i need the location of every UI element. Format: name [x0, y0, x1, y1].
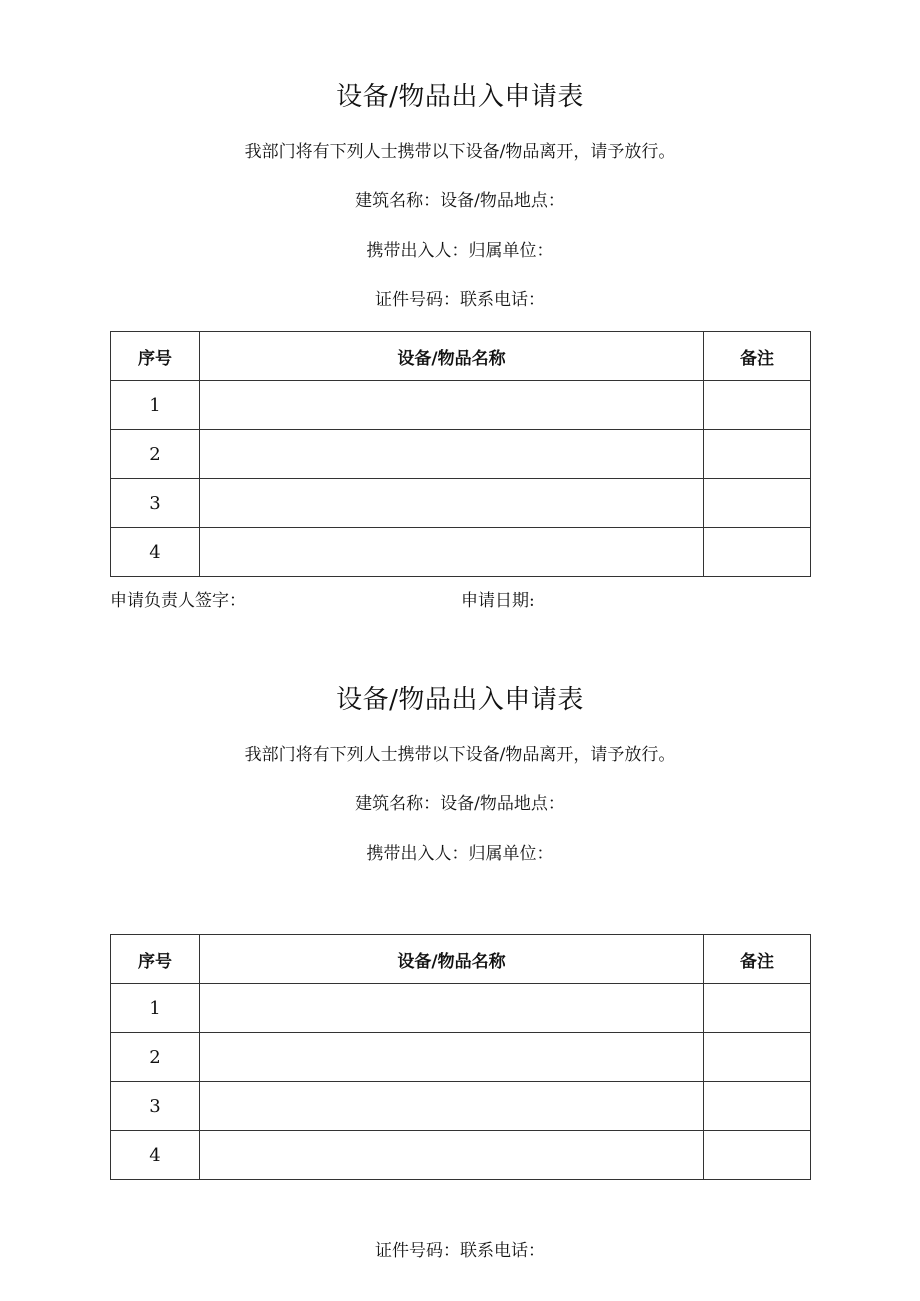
table-row: [111, 1033, 811, 1082]
row-serial: 2: [111, 1033, 200, 1082]
row-item-name-cell[interactable]: [200, 528, 704, 577]
row-serial: 3: [111, 479, 200, 528]
row-remark-cell[interactable]: [704, 1033, 811, 1082]
form1-carrier-line: 携带出入人：归属单位：: [366, 241, 554, 261]
form2-id-line: 证件号码：联系电话：: [375, 1241, 545, 1261]
header-item-name: 设备/物品名称: [200, 332, 704, 381]
header-serial: 序号: [111, 332, 200, 381]
table-row: [111, 1082, 811, 1131]
row-item-name-cell[interactable]: [200, 1033, 704, 1082]
row-remark-cell[interactable]: [704, 984, 811, 1033]
header-item-name: 设备/物品名称: [200, 935, 704, 984]
table-header-row: [111, 332, 811, 381]
table-row: [111, 1131, 811, 1180]
row-item-name-cell[interactable]: [200, 1082, 704, 1131]
table-row: [111, 430, 811, 479]
form2-carrier-line: 携带出入人：归属单位：: [366, 844, 554, 864]
row-remark-cell[interactable]: [704, 1082, 811, 1131]
form1-items-table: [110, 331, 811, 577]
form1-title: 设备/物品出入申请表: [336, 82, 584, 112]
table-row: [111, 528, 811, 577]
row-remark-cell[interactable]: [704, 430, 811, 479]
form2-building-line: 建筑名称：设备/物品地点：: [355, 794, 565, 814]
form1-signature-label: 申请负责人签字：: [110, 591, 246, 611]
row-item-name-cell[interactable]: [200, 479, 704, 528]
row-remark-cell[interactable]: [704, 479, 811, 528]
header-remark: 备注: [704, 935, 811, 984]
row-item-name-cell[interactable]: [200, 984, 704, 1033]
header-serial: 序号: [111, 935, 200, 984]
row-serial: 2: [111, 430, 200, 479]
row-remark-cell[interactable]: [704, 381, 811, 430]
table-header-row: [111, 935, 811, 984]
row-remark-cell[interactable]: [704, 1131, 811, 1180]
form2-items-table: [110, 934, 811, 1180]
row-serial: 4: [111, 1131, 200, 1180]
row-item-name-cell[interactable]: [200, 430, 704, 479]
header-remark: 备注: [704, 332, 811, 381]
form1-building-line: 建筑名称：设备/物品地点：: [355, 191, 565, 211]
row-serial: 1: [111, 984, 200, 1033]
form2-intro: 我部门将有下列人士携带以下设备/物品离开，请予放行。: [244, 745, 676, 765]
form1-id-line: 证件号码：联系电话：: [375, 290, 545, 310]
table-row: [111, 984, 811, 1033]
form1-intro: 我部门将有下列人士携带以下设备/物品离开，请予放行。: [244, 142, 676, 162]
table-row: [111, 381, 811, 430]
row-remark-cell[interactable]: [704, 528, 811, 577]
row-serial: 1: [111, 381, 200, 430]
row-item-name-cell[interactable]: [200, 1131, 704, 1180]
form1-date-label: 申请日期:: [461, 591, 535, 611]
form2-title: 设备/物品出入申请表: [336, 685, 584, 715]
row-item-name-cell[interactable]: [200, 381, 704, 430]
row-serial: 3: [111, 1082, 200, 1131]
row-serial: 4: [111, 528, 200, 577]
table-row: [111, 479, 811, 528]
